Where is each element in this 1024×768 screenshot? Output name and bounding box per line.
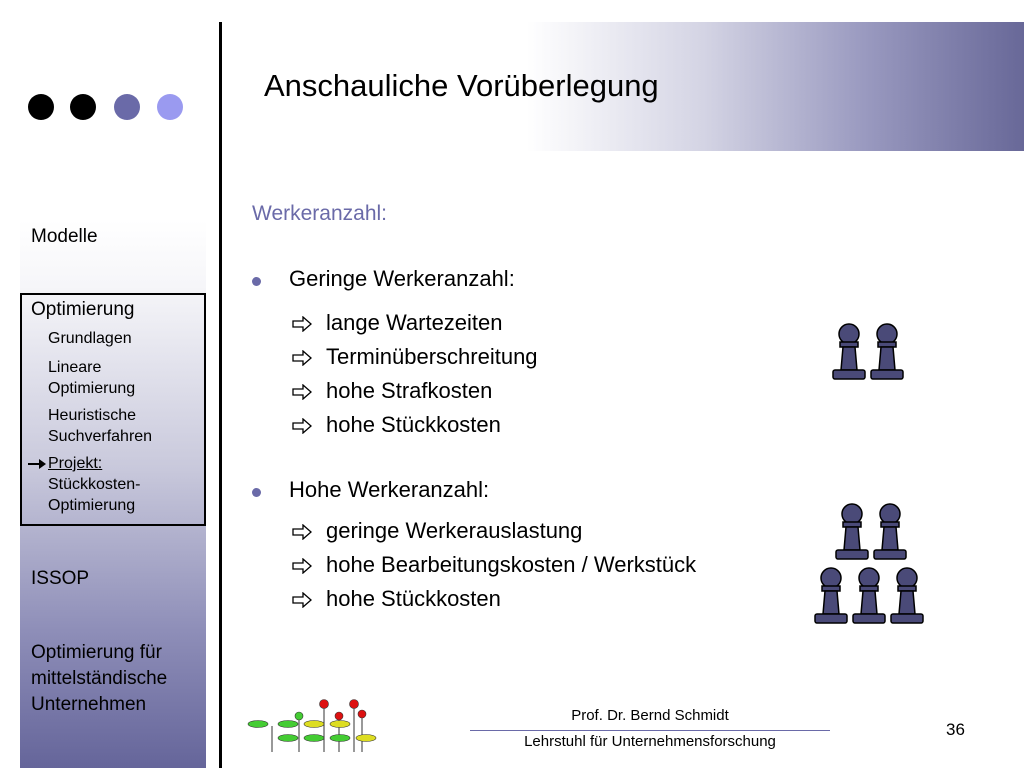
nav-subitem-projekt[interactable] (48, 453, 140, 516)
decor-dot-1 (28, 94, 54, 120)
sub-item: hohe Bearbeitungskosten / Werkstück (326, 552, 697, 577)
nav-subitem-line: Suchverfahren (48, 428, 153, 445)
arrow-right-icon (292, 316, 312, 332)
pawn-icon (812, 566, 850, 626)
bullet-dot (252, 488, 261, 497)
page-number: 36 (946, 720, 965, 739)
arrow-right-icon (292, 418, 312, 434)
nav-subitem-line: Optimierung (48, 380, 136, 397)
arrow-right-icon (292, 350, 312, 366)
sub-item: Terminüberschreitung (326, 344, 538, 369)
nav-item-optimierung-mittelstand[interactable] (31, 640, 167, 718)
nav-subitem-line: Heuristische (48, 407, 137, 424)
decor-dot-2 (70, 94, 96, 120)
bullet-label: Hohe Werkeranzahl: (289, 477, 490, 502)
nav-item-line: Optimierung für (31, 642, 162, 663)
arrow-right-icon (292, 384, 312, 400)
arrow-right-icon (292, 592, 312, 608)
sub-item: geringe Werkerauslastung (326, 518, 583, 543)
nav-subitem-line: Projekt: (48, 455, 103, 472)
nav-subitem-heuristische-suchverfahren[interactable] (48, 405, 152, 447)
pawn-icon (850, 566, 888, 626)
pawn-icon (871, 502, 909, 562)
footer-author: Prof. Dr. Bernd Schmidt (571, 707, 729, 724)
sub-item: lange Wartezeiten (326, 310, 503, 335)
decor-dot-3 (114, 94, 140, 120)
nav-subitem-lineare-optimierung[interactable] (48, 357, 135, 399)
arrow-right-icon (292, 524, 312, 540)
plant-logo-icon (244, 696, 390, 756)
decor-dot-4 (157, 94, 183, 120)
footer-divider (470, 730, 830, 731)
pawn-icon (868, 322, 906, 382)
footer-chair: Lehrstuhl für Unternehmensforschung (524, 733, 776, 750)
nav-item-modelle[interactable]: Modelle (31, 226, 98, 247)
pawn-icon (833, 502, 871, 562)
nav-item-issop[interactable]: ISSOP (31, 568, 90, 589)
nav-item-line: mittelständische (31, 668, 168, 689)
pawn-icon (830, 322, 868, 382)
bullet-label: Geringe Werkeranzahl: (289, 266, 515, 291)
nav-subitem-line: Stückkosten- (48, 476, 141, 493)
nav-subitem-line: Optimierung (48, 497, 136, 514)
sub-item: hohe Strafkosten (326, 378, 493, 403)
sub-item: hohe Stückkosten (326, 412, 501, 437)
bullet-dot (252, 277, 261, 286)
section-heading: Werkeranzahl: (252, 202, 388, 225)
pawn-icon (888, 566, 926, 626)
arrow-right-icon (292, 558, 312, 574)
sub-item: hohe Stückkosten (326, 586, 501, 611)
nav-item-optimierung[interactable]: Optimierung (31, 299, 135, 320)
nav-subitem-grundlagen[interactable]: Grundlagen (48, 330, 132, 347)
vertical-divider (219, 22, 222, 768)
current-item-arrow-icon (27, 455, 47, 473)
slide-title: Anschauliche Vorüberlegung (264, 68, 659, 103)
nav-item-line: Unternehmen (31, 694, 147, 715)
nav-subitem-line: Lineare (48, 359, 102, 376)
